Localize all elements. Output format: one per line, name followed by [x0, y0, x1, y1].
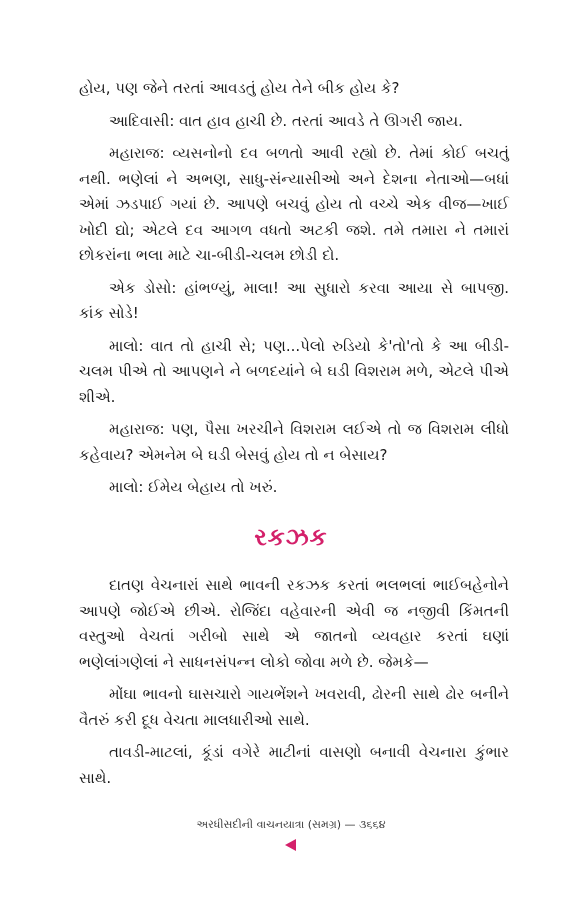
paragraph-adivasi: આદિવાસી: વાત હાવ હાચી છે. તરતાં આવડે તે ઊગરી જાય.: [109, 111, 463, 130]
section-paragraph-1: દાતણ વેચનારાં સાથે ભાવની રકઝક કરતાં ભલભલાં ભાઈબહેનોને આપણે જોઈએ છીએ. રોજિંદા વહેવારની એવી જ નજીવી કિંમતની વસ્તુઓ વેચતાં ગરીબો સાથે એ જાતનો વ્યવહાર કરતાં ઘણાં ભણેલાંગણેલાં ને સાધનસંપન્ન લોકો જોવા મળે છે. જેમકે—: [79, 576, 509, 671]
paragraph-malo-2: માલો: ઈમેય બેહાય તો ખરું.: [109, 478, 278, 496]
section-heading: રકઝક: [254, 523, 328, 551]
page-footer: અરધીસદીની વાચનયાત્રા (સમગ્ર) — ૩૬૬૪: [196, 818, 386, 831]
paragraph-malo-1: માલો: વાત તો હાચી સે; પણ...પેલો રુડિયો કે'તો'તો કે આ બીડી-ચલમ પીએ તો આપણને ને બળદયાંને બે ઘડી વિશરામ મળે, એટલે પીએ શીએ.: [79, 336, 509, 406]
section-paragraph-3: તાવડી-માટલાં, કૂંડાં વગેરે માટીનાં વાસણો બનાવી વેચનારા કુંભાર સાથે.: [79, 743, 509, 787]
section-text-block: [79, 573, 509, 798]
paragraph-doso: એક ડોસો: હાંભળ્યું, માલા! આ સુધારો કરવા આયા સે બાપજી. કાંક સોડે!: [79, 278, 509, 322]
left-triangle-icon[interactable]: [285, 839, 296, 851]
section-paragraph-2: મોંઘા ભાવનો ઘાસચારો ગાયભેંશને ખવરાવી, ઢોરની સાથે ઢોર બનીને વૈતરું કરી દૂધ વેચતા માલધારીઓ સાથે.: [79, 685, 509, 729]
dialogue-text-block: [79, 76, 509, 508]
paragraph-maharaj-2: મહારાજ: પણ, પૈસા ખરચીને વિશરામ લઈએ તો જ વિશરામ લીધો કહેવાય? એમનેમ બે ઘડી બેસવું હોય તો ન બેસાય?: [79, 420, 509, 464]
paragraph-continuation: હોય, પણ જેને તરતાં આવડતું હોય તેને બીક હોય કે?: [79, 79, 400, 97]
paragraph-maharaj-1: મહારાજ: વ્યસનોનો દવ બળતો આવી રહ્યો છે. તેમાં કોઈ બચતું નથી. ભણેલાં ને અભણ, સાધુ-સંન્યાસીઓ અને દેશના નેતાઓ—બધાં એમાં ઝડપાઈ ગયાં છે. આપણે બચવું હોય તો વચ્ચે એક વીજ—ખાઈ ખોદી દ્યો; એટલે દવ આગળ વધતો અટકી જશે. તમે તમારા ને તમારાં છોકરાંના ભલા માટે ચા-બીડી-ચલમ છોડી દો.: [79, 144, 509, 264]
